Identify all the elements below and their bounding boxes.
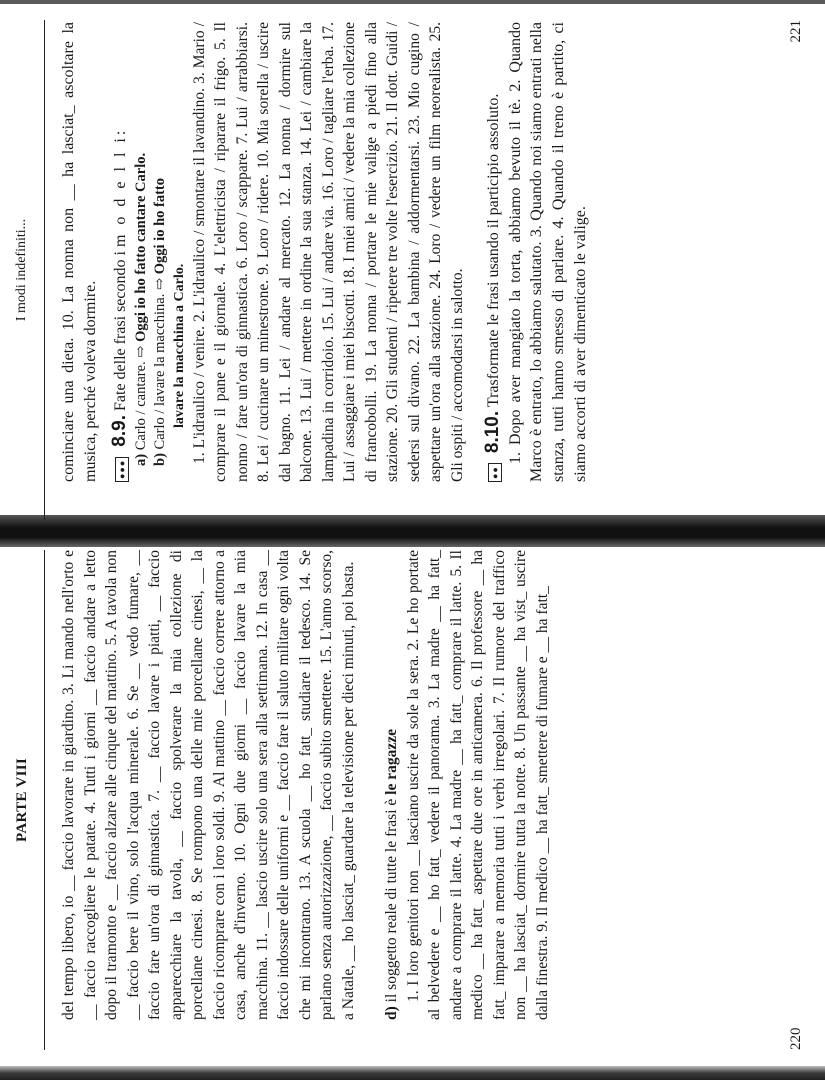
left-page-text [58, 550, 553, 1020]
exercise-8-9-models-word: m o d e l l i: [112, 127, 130, 248]
model-a-prompt: Carlo / cantare. ⇨ [132, 345, 149, 451]
exercise-c-continuation: del tempo libero, io __ faccio lavorare in giardino. 3. Li mando nell'orto e __ faccio raccogliere le patate. 4. Tutti i giorni __ faccio andare a letto dopo il tramonto e __ faccio alzare alle cinque del mattino. 5. A tavola non __ faccio bere il vino, solo l'acqua minerale. 6. Se __ vedo fumare, __ faccio fare un'ora di ginnastica. 7. __ faccio lavare i piatti, __ faccio apparecchiare la tavola, __ faccio spolverare la mia collezione di porcellane cinesi. 8. Se rompono una delle mie porcellane cinesi, __ la faccio ricomprare con i loro soldi. 9. Al mattino __ faccio correre attorno a casa, anche d'inverno. 10. Ogni due giorni __ faccio lavare la mia macchina. 11. __ lascio uscire solo una sera alla settimana. 12. In casa __ faccio indossare delle uniformi e __ faccio fare il saluto militare ogni volta che mi incontrano. 13. A scuola __ ho fatt_ studiare il tedesco. 14. Se parlano senza autorizzazione, __ faccio subito smettere. 15. L'anno scorso, a Natale, __ ho lasciat_ guardare la televisione per dieci minuti, poi basta. [60, 550, 357, 1020]
model-b-answer: Oggi io ho fatto [151, 178, 168, 275]
exercise-8-10-number: 8.10. [482, 410, 504, 454]
model-a [132, 22, 151, 482]
page-number-right: 221 [788, 20, 804, 43]
left-page [0, 550, 825, 1050]
right-page-text [58, 22, 591, 482]
model-b [151, 22, 170, 482]
right-header-rule [44, 20, 45, 520]
page-number-left: 220 [788, 1027, 804, 1050]
exercise-d-text: 1. I loro genitori non __ lasciano uscire da sole la sera. 2. Le ho portate al belvedere e __ ho fatt_ vedere il panorama. 3. La madre __ ha fatt_ andare a comprare il latte. 4. La madre __ ha fatt_ comprare il latte. 5. Il medico __ ha fatt_ aspettare due ore in anticamera. 6. Il professore __ ha fatt_ imparare a memoria tutti i verbi irregolari. 7. Il rumore del traffico non __ ha lasciat_ dormire tutta la notte. 8. Un passante __ ha vist_ uscire dalla finestra. 9. Il medico __ ha fatt_ smettere di fumare e __ ha fatt_ [404, 550, 551, 1020]
model-b-label: b) [151, 453, 168, 466]
difficulty-level-icon: ●● [488, 463, 502, 482]
exercise-8-10-heading [482, 22, 505, 482]
exercise-8-10-items: 1. Dopo aver mangiato la torta, abbiamo bevuto il tè. 2. Quando Marco è entrato, lo abbiamo salutato. 3. Quando noi siamo entrati nella stanza, tutti hanno smesso di parlare. 4. Quando il treno è partito, ci siamo accorti di aver dimenticato le valige. [506, 22, 589, 482]
left-page-header: PARTE VIII [14, 757, 30, 843]
model-b-prompt: Carlo / lavare la macchina. ⇨ [151, 277, 168, 450]
right-page [0, 20, 825, 520]
model-b-answer-continued: lavare la macchina a Carlo. [171, 263, 187, 428]
exercise-d-continuation: cominciare una dieta. 10. La nonna non __ ha lasciat_ ascoltare la musica, perché voleva dormire. [60, 22, 99, 482]
exercise-8-9-number: 8.9. [109, 414, 131, 447]
right-page-header: I modi indefiniti... [14, 218, 29, 322]
exercise-8-9-heading [109, 22, 132, 482]
exercise-8-10-title: Trasformate le frasi usando il participio assoluto. [485, 93, 503, 408]
section-d-label: d) [383, 1006, 400, 1020]
section-d-emphasis: le ragazze [383, 729, 400, 795]
exercise-8-9-items: 1. L'idraulico / venire. 2. L'idraulico / smontare il lavandino. 3. Mario / comprare il pane e il giornale. 4. L'elettricista / riparare il frigo. 5. Il nonno / fare un'ora di ginnastica. 6. Loro / scappare. 7. Lui / arrabbiarsi. 8. Lei / cucinare un minestrone. 9. Loro / ridere. 10. Mia sorella / uscire dal bagno. 11. Lei / andare al mercato. 12. La nonna / dormire sul balcone. 13. Lui / mettere in ordine la sua stanza. 14. Lei / cambiare la lampadina in corridoio. 15. Lui / andare via. 16. Loro / tagliare l'erba. 17. Lui / assaggiare i miei biscotti. 18. I miei amici / vedere la mia collezione di francobolli. 19. La nonna / portare le mie valige a piedi fino alla stazione. 20. Gli studenti / ripetere tre volte l'esercizio. 21. Il dott. Guidi / sedersi sul divano. 22. La bambina / addormentarsi. 23. Mio cugino / aspettare un'ora alla stazione. 24. Loro / vedere un film neorealista. 25. Gli ospiti / accomodarsi in salotto. [190, 22, 466, 482]
difficulty-level-icon: ●●● [115, 457, 129, 482]
model-a-label: a) [132, 453, 149, 466]
section-d-heading [381, 550, 403, 1020]
left-header-rule [44, 550, 45, 1050]
model-a-answer: Oggi io ho fatto cantare Carlo. [132, 152, 149, 342]
section-d-title: il soggetto reale di tutte le frasi è [383, 798, 400, 1003]
exercise-8-9-title: Fate delle frasi secondo i [112, 251, 130, 411]
